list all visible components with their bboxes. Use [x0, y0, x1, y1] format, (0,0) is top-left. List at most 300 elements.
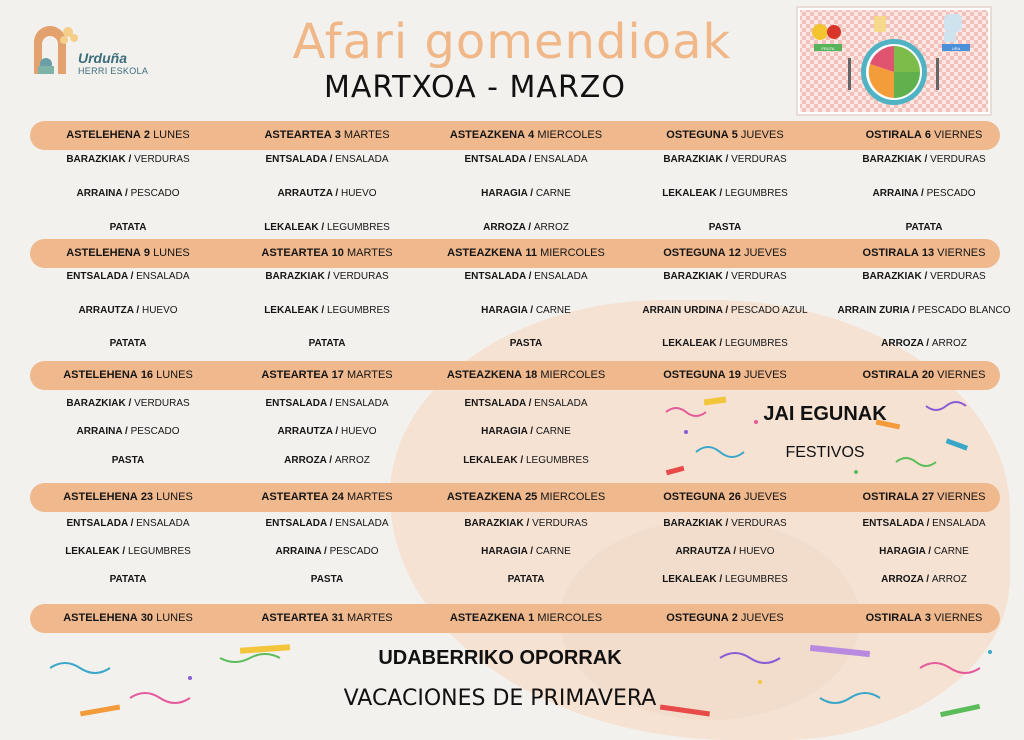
vacaciones-title: UDABERRIKO OPORRAK	[378, 647, 622, 669]
meal-es: ENSALADA	[335, 154, 389, 165]
day-name: OSTEGUNA	[663, 247, 726, 259]
day-name-es: VIERNES	[937, 247, 986, 259]
meal-es: LEGUMBRES	[327, 222, 390, 233]
day-header	[28, 121, 228, 150]
meal-separator: /	[326, 455, 335, 466]
meal-eu: ARRAINA	[872, 188, 919, 199]
day-name-es: MIERCOLES	[540, 491, 606, 503]
meal-item	[426, 573, 626, 587]
meal-separator: /	[918, 188, 927, 199]
meal-item	[227, 545, 427, 559]
meal-item	[625, 270, 825, 284]
day-name: ASTELEHENA	[63, 369, 138, 381]
meal-es: HUEVO	[141, 305, 178, 316]
meal-es: PESCADO AZUL	[730, 305, 808, 316]
meal-item	[809, 304, 1024, 318]
meal-separator: /	[324, 271, 334, 282]
day-name: ASTEAZKENA	[446, 369, 522, 381]
meal-item	[824, 517, 1024, 531]
meal-separator: /	[923, 518, 933, 529]
meal-separator: /	[517, 455, 526, 466]
day-name: OSTIRALA	[865, 612, 922, 624]
meal-item	[824, 545, 1024, 559]
meal-separator: /	[921, 271, 931, 282]
meal-separator: /	[119, 546, 128, 557]
meal-item	[227, 454, 427, 468]
day-number: 3	[924, 612, 932, 624]
meal-eu: ENTSALADA	[265, 154, 327, 165]
meal-separator: /	[326, 398, 336, 409]
meal-eu: HARAGIA	[481, 546, 528, 557]
day-header	[28, 239, 228, 268]
meal-separator: /	[716, 188, 725, 199]
meal-es: ENSALADA	[534, 398, 588, 409]
meal-item	[227, 517, 427, 531]
day-name-es: VIERNES	[934, 612, 983, 624]
meal-es: ARROZ	[533, 222, 569, 233]
meal-es: VERDURAS	[731, 271, 787, 282]
day-name-es: MARTES	[346, 491, 393, 503]
meal-separator: /	[716, 338, 725, 349]
day-header	[824, 121, 1024, 150]
day-name: ASTELEHENA	[66, 129, 141, 141]
meal-separator: /	[525, 154, 535, 165]
meal-item	[824, 221, 1024, 235]
day-name-es: MARTES	[346, 247, 393, 259]
day-name-es: LUNES	[156, 612, 193, 624]
day-number: 16	[140, 369, 154, 381]
meal-es: VERDURAS	[930, 154, 986, 165]
meal-es: LEGUMBRES	[725, 338, 788, 349]
day-header	[426, 361, 626, 390]
meal-eu: ENTSALADA	[862, 518, 924, 529]
day-header	[625, 239, 825, 268]
day-number: 12	[728, 247, 741, 259]
day-name-es: MARTES	[346, 369, 393, 381]
meal-item	[28, 221, 228, 235]
meal-separator: /	[122, 426, 131, 437]
day-number: 3	[334, 129, 341, 141]
meal-eu: LEKALEAK	[264, 222, 319, 233]
day-name: ASTELEHENA	[66, 247, 141, 259]
meal-item	[824, 270, 1024, 284]
meal-separator: /	[125, 154, 135, 165]
day-header	[227, 121, 427, 150]
meal-eu: LEKALEAK	[662, 188, 717, 199]
festivos-subtitle: FESTIVOS	[785, 444, 865, 461]
day-name: OSTIRALA	[862, 491, 919, 503]
meal-es: ENSALADA	[534, 271, 588, 282]
meal-separator: /	[925, 546, 934, 557]
meal-eu: ARRAUTZA	[78, 305, 134, 316]
meal-es: VERDURAS	[532, 518, 588, 529]
meal-item	[227, 304, 427, 318]
meal-separator: /	[722, 154, 732, 165]
meal-eu: PASTA	[111, 455, 145, 466]
meal-item	[426, 304, 626, 318]
day-name-es: LUNES	[153, 129, 190, 141]
day-header	[28, 604, 228, 633]
meal-eu: HARAGIA	[481, 305, 528, 316]
meal-item	[625, 337, 825, 351]
meal-eu: ARRAINA	[76, 426, 123, 437]
day-number: 27	[921, 491, 935, 503]
meal-eu: PATATA	[109, 222, 147, 233]
meal-item	[227, 337, 427, 351]
meal-item	[625, 153, 825, 167]
meal-item	[426, 153, 626, 167]
day-number: 6	[924, 129, 932, 141]
day-name: ASTEARTEA	[261, 491, 329, 503]
plate-label-ura: URA	[951, 46, 961, 51]
meal-item	[625, 187, 825, 201]
day-number: 18	[525, 369, 538, 381]
day-name: OSTIRALA	[862, 369, 919, 381]
day-name-es: VIERNES	[937, 491, 986, 503]
festivos-title: JAI EGUNAK	[763, 403, 887, 425]
meal-eu: HARAGIA	[481, 426, 528, 437]
meal-separator: /	[326, 518, 336, 529]
meal-item	[28, 517, 228, 531]
day-name-es: MIERCOLES	[540, 247, 605, 259]
meal-item	[426, 187, 626, 201]
meal-item	[426, 425, 626, 439]
meal-eu: ARRAIN URDINA	[642, 305, 723, 316]
meal-es: PESCADO	[926, 188, 976, 199]
day-name: OSTIRALA	[865, 129, 922, 141]
meal-es: CARNE	[933, 546, 969, 557]
meal-es: ENSALADA	[136, 518, 190, 529]
day-name-es: MIERCOLES	[537, 129, 603, 141]
day-number: 5	[731, 129, 738, 141]
meal-item	[625, 221, 825, 235]
meal-eu: LEKALEAK	[662, 338, 717, 349]
meal-separator: /	[127, 271, 137, 282]
day-name: OSTIRALA	[862, 247, 919, 259]
meal-separator: /	[722, 518, 732, 529]
meal-separator: /	[716, 574, 725, 585]
day-name: ASTEARTEA	[264, 129, 332, 141]
meal-item	[28, 304, 228, 318]
meal-eu: PASTA	[509, 338, 543, 349]
meal-separator: /	[332, 426, 341, 437]
day-name: ASTELEHENA	[63, 612, 138, 624]
meal-eu: PATATA	[905, 222, 943, 233]
meal-separator: /	[321, 546, 330, 557]
meal-eu: ENTSALADA	[464, 398, 526, 409]
meal-es: HUEVO	[738, 546, 775, 557]
meal-eu: BARAZKIAK	[663, 154, 723, 165]
meal-separator: /	[527, 188, 536, 199]
meal-es: LEGUMBRES	[725, 188, 788, 199]
day-name-es: JUEVES	[740, 612, 784, 624]
meal-item	[426, 270, 626, 284]
meal-es: VERDURAS	[134, 398, 190, 409]
meal-eu: LEKALEAK	[65, 546, 120, 557]
meal-eu: BARAZKIAK	[66, 398, 126, 409]
meal-eu: ARRAUTZA	[277, 426, 333, 437]
day-name: ASTEAZKENA	[446, 491, 522, 503]
meal-es: ARROZ	[931, 338, 967, 349]
meal-separator: /	[921, 154, 931, 165]
meal-separator: /	[133, 305, 142, 316]
meal-separator: /	[332, 188, 341, 199]
meal-es: HUEVO	[340, 188, 377, 199]
meal-separator: /	[527, 426, 536, 437]
day-name-es: MIERCOLES	[537, 612, 603, 624]
day-name-es: LUNES	[156, 491, 193, 503]
meal-separator: /	[318, 222, 327, 233]
day-name-es: JUEVES	[743, 247, 787, 259]
meal-item	[824, 187, 1024, 201]
day-number: 9	[143, 247, 150, 259]
meal-eu: BARAZKIAK	[265, 271, 325, 282]
day-name-es: JUEVES	[743, 369, 787, 381]
meal-item	[426, 545, 626, 559]
meal-eu: LEKALEAK	[662, 574, 717, 585]
meal-eu: ENTSALADA	[66, 271, 128, 282]
day-name: ASTEAZKENA	[449, 612, 526, 624]
meal-eu: BARAZKIAK	[862, 271, 922, 282]
meal-es: ENSALADA	[136, 271, 190, 282]
day-number: 19	[728, 369, 741, 381]
meal-eu: LEKALEAK	[264, 305, 319, 316]
day-name-es: MARTES	[343, 129, 390, 141]
meal-separator: /	[525, 271, 535, 282]
day-number: 31	[331, 612, 344, 624]
meal-item	[28, 425, 228, 439]
meal-eu: ENTSALADA	[66, 518, 128, 529]
meal-eu: ARROZA	[284, 455, 327, 466]
meal-separator: /	[125, 398, 135, 409]
meal-es: CARNE	[535, 188, 571, 199]
day-name-es: LUNES	[153, 247, 190, 259]
day-name-es: JUEVES	[743, 491, 787, 503]
day-name: OSTEGUNA	[663, 491, 726, 503]
day-header	[625, 483, 825, 512]
meal-es: PESCADO	[130, 426, 180, 437]
meal-eu: BARAZKIAK	[862, 154, 922, 165]
meal-item	[824, 337, 1024, 351]
meal-item	[426, 517, 626, 531]
day-header	[426, 121, 626, 150]
meal-eu: LEKALEAK	[463, 455, 518, 466]
day-header	[28, 483, 228, 512]
meal-separator: /	[525, 222, 534, 233]
meal-eu: BARAZKIAK	[66, 154, 126, 165]
meal-eu: ENTSALADA	[265, 518, 327, 529]
day-name: ASTELEHENA	[63, 491, 138, 503]
day-header	[227, 483, 427, 512]
day-name-es: LUNES	[156, 369, 193, 381]
meal-es: VERDURAS	[333, 271, 389, 282]
meal-separator: /	[527, 546, 536, 557]
day-number: 2	[731, 612, 738, 624]
healthy-plate-illustration	[796, 6, 992, 116]
day-number: 20	[921, 369, 935, 381]
meal-es: LEGUMBRES	[327, 305, 390, 316]
day-number: 25	[525, 491, 538, 503]
meal-separator: /	[923, 574, 932, 585]
meal-eu: PATATA	[308, 338, 346, 349]
day-header	[227, 239, 427, 268]
meal-es: LEGUMBRES	[526, 455, 589, 466]
meal-item	[28, 545, 228, 559]
day-number: 11	[525, 247, 537, 259]
day-name: ASTEARTEA	[261, 612, 329, 624]
meal-item	[610, 304, 840, 318]
meal-item	[426, 221, 626, 235]
vacaciones-subtitle: VACACIONES DE PRIMAVERA	[343, 686, 657, 711]
meal-item	[227, 187, 427, 201]
meal-eu: ARROZA	[881, 338, 924, 349]
meal-separator: /	[525, 398, 535, 409]
day-name: ASTEARTEA	[261, 247, 329, 259]
meal-item	[426, 454, 626, 468]
meal-eu: ARRAINA	[275, 546, 322, 557]
meal-es: ARROZ	[334, 455, 370, 466]
day-number: 4	[528, 129, 535, 141]
day-name-es: VIERNES	[937, 369, 986, 381]
day-name-es: VIERNES	[934, 129, 983, 141]
day-number: 10	[331, 247, 344, 259]
meal-item	[227, 221, 427, 235]
meal-item	[227, 425, 427, 439]
meal-es: VERDURAS	[930, 271, 986, 282]
meal-eu: PATATA	[109, 574, 147, 585]
day-number: 23	[140, 491, 154, 503]
day-name: ASTEAZKENA	[449, 129, 526, 141]
meal-item	[824, 153, 1024, 167]
meal-item	[227, 153, 427, 167]
meal-separator: /	[527, 305, 536, 316]
meal-eu: ARROZA	[483, 222, 526, 233]
meal-es: PESCADO	[329, 546, 379, 557]
meal-separator: /	[722, 305, 731, 316]
day-name-es: MARTES	[346, 612, 393, 624]
meal-es: PESCADO BLANCO	[917, 305, 1011, 316]
day-name: ASTEARTEA	[261, 369, 329, 381]
plate-icon	[798, 8, 990, 114]
day-header	[824, 604, 1024, 633]
meal-es: CARNE	[535, 546, 571, 557]
meal-separator: /	[909, 305, 918, 316]
day-name: ASTEAZKENA	[447, 247, 523, 259]
day-name: OSTEGUNA	[666, 612, 729, 624]
meal-item	[227, 397, 427, 411]
meal-separator: /	[722, 271, 732, 282]
meal-eu: PASTA	[708, 222, 742, 233]
page-subtitle: MARTXOA - MARZO	[324, 70, 626, 105]
meal-es: ENSALADA	[932, 518, 986, 529]
meal-item	[28, 573, 228, 587]
meal-es: ENSALADA	[335, 398, 389, 409]
day-header	[426, 483, 626, 512]
meal-eu: ARRAINA	[76, 188, 123, 199]
meal-eu: BARAZKIAK	[464, 518, 524, 529]
meal-separator: /	[523, 518, 533, 529]
meal-item	[426, 337, 626, 351]
meal-es: ENSALADA	[335, 518, 389, 529]
meal-es: HUEVO	[340, 426, 377, 437]
day-header	[426, 604, 626, 633]
day-number: 1	[528, 612, 535, 624]
day-number: 24	[331, 491, 344, 503]
meal-eu: HARAGIA	[879, 546, 926, 557]
meal-separator: /	[730, 546, 739, 557]
day-header	[824, 239, 1024, 268]
day-number: 17	[331, 369, 344, 381]
meal-es: LEGUMBRES	[128, 546, 191, 557]
meal-eu: ARRAIN ZURIA	[837, 305, 910, 316]
meal-es: PESCADO	[130, 188, 180, 199]
meal-es: CARNE	[535, 305, 571, 316]
logo-brand: Urduña	[78, 50, 127, 66]
day-header	[824, 361, 1024, 390]
day-number: 2	[143, 129, 150, 141]
meal-eu: ARRAUTZA	[675, 546, 731, 557]
meal-item	[625, 517, 825, 531]
day-header	[227, 604, 427, 633]
day-header	[824, 483, 1024, 512]
day-number: 30	[140, 612, 154, 624]
meal-es: ARROZ	[931, 574, 967, 585]
logo-school: HERRI ESKOLA	[78, 66, 149, 76]
meal-es: ENSALADA	[534, 154, 588, 165]
meal-eu: ARROZA	[881, 574, 924, 585]
day-header	[426, 239, 626, 268]
meal-eu: PATATA	[109, 338, 147, 349]
meal-item	[625, 545, 825, 559]
plate-label-fruta: FRUTA	[821, 46, 835, 51]
meal-item	[227, 573, 427, 587]
meal-es: VERDURAS	[134, 154, 190, 165]
meal-item	[28, 337, 228, 351]
meal-eu: ARRAUTZA	[277, 188, 333, 199]
meal-separator: /	[326, 154, 336, 165]
day-name: OSTEGUNA	[666, 129, 729, 141]
meal-eu: HARAGIA	[481, 188, 528, 199]
meal-eu: ENTSALADA	[464, 271, 526, 282]
meal-eu: ENTSALADA	[265, 398, 327, 409]
day-number: 13	[921, 247, 935, 259]
day-name-es: JUEVES	[740, 129, 784, 141]
meal-eu: PASTA	[310, 574, 344, 585]
day-header	[625, 604, 825, 633]
meal-eu: BARAZKIAK	[663, 518, 723, 529]
meal-item	[227, 270, 427, 284]
meal-separator: /	[318, 305, 327, 316]
meal-item	[28, 397, 228, 411]
meal-eu: PATATA	[507, 574, 545, 585]
meal-item	[824, 573, 1024, 587]
meal-item	[28, 454, 228, 468]
meal-es: LEGUMBRES	[725, 574, 788, 585]
day-name: OSTEGUNA	[663, 369, 726, 381]
meal-separator: /	[923, 338, 932, 349]
day-header	[227, 361, 427, 390]
meal-es: VERDURAS	[731, 154, 787, 165]
day-header	[625, 361, 825, 390]
meal-item	[28, 153, 228, 167]
meal-eu: ENTSALADA	[464, 154, 526, 165]
meal-es: CARNE	[535, 426, 571, 437]
day-header	[28, 361, 228, 390]
meal-separator: /	[127, 518, 137, 529]
day-header	[625, 121, 825, 150]
day-name-es: MIERCOLES	[540, 369, 606, 381]
meal-item	[426, 397, 626, 411]
